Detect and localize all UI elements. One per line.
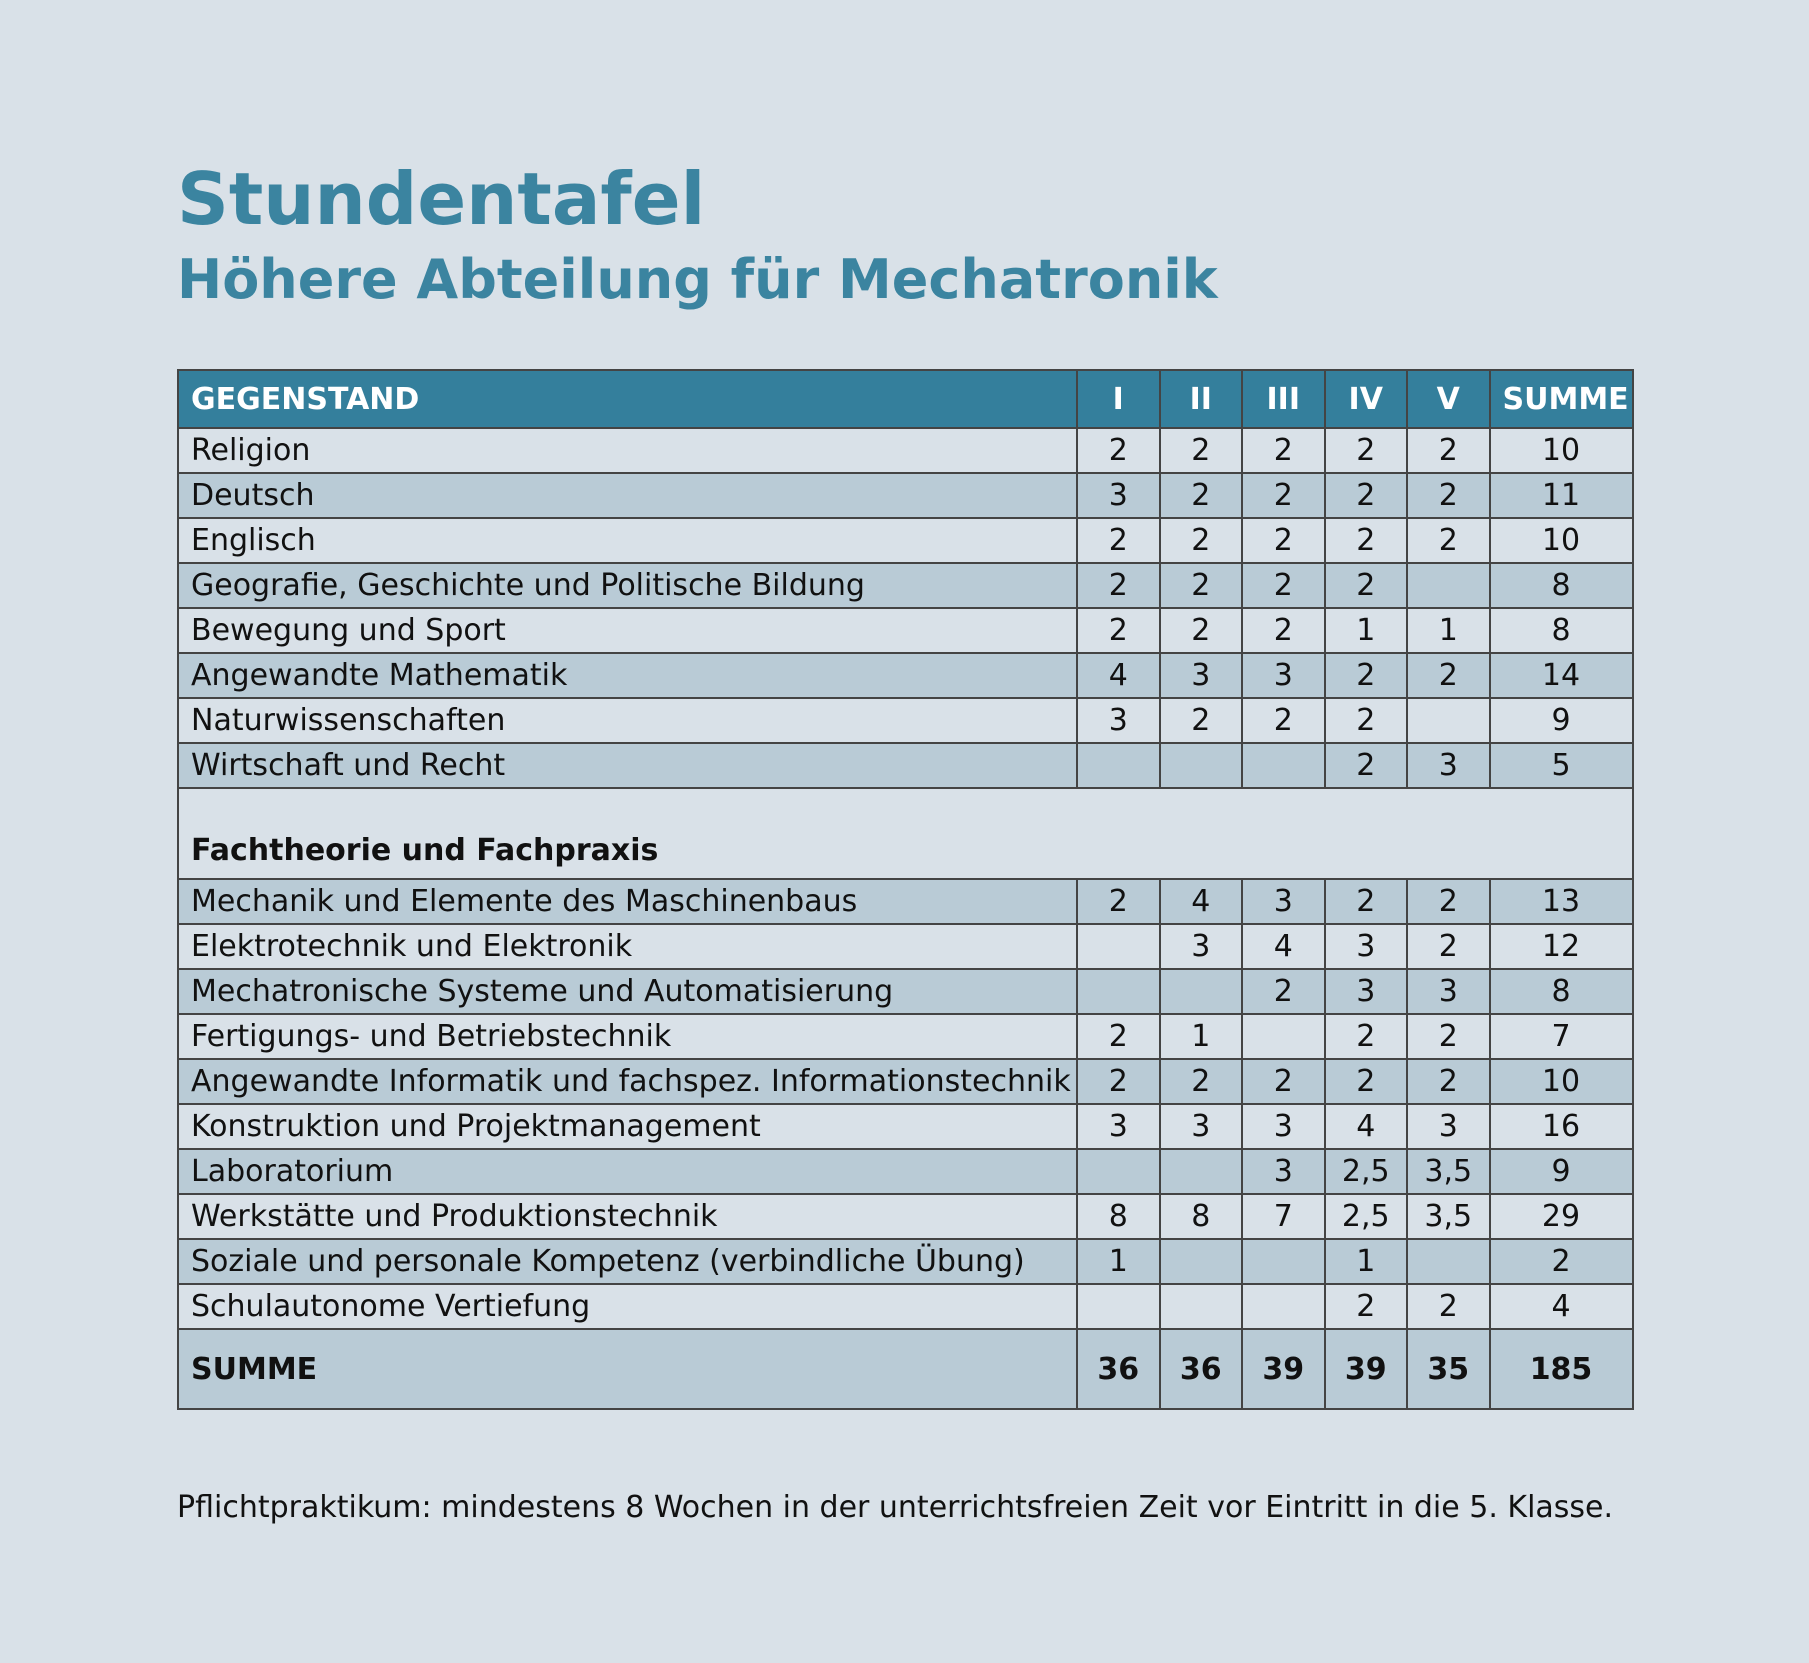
year-3-cell: 2 (1242, 1059, 1325, 1104)
year-1-cell: 2 (1077, 1014, 1160, 1059)
total-cell: 14 (1490, 653, 1633, 698)
year-5-cell: 2 (1407, 518, 1490, 563)
year-1-cell: 3 (1077, 1104, 1160, 1149)
year-2-cell: 4 (1160, 879, 1243, 924)
year-4-cell: 3 (1325, 924, 1408, 969)
year-3-cell: 2 (1242, 698, 1325, 743)
year-4-cell: 2 (1325, 518, 1408, 563)
year-1-cell: 1 (1077, 1239, 1160, 1284)
year-3-cell (1242, 1239, 1325, 1284)
total-row (178, 1329, 1633, 1409)
subject-cell: Soziale und personale Kompetenz (verbindliche Übung) (178, 1239, 1077, 1284)
total-cell: 8 (1490, 563, 1633, 608)
table-row (178, 698, 1633, 743)
year-5-cell: 2 (1407, 1284, 1490, 1329)
year-5-cell: 3,5 (1407, 1194, 1490, 1239)
year-2-cell: 3 (1160, 1104, 1243, 1149)
year-3-cell: 4 (1242, 924, 1325, 969)
total-cell: 9 (1490, 698, 1633, 743)
section-row (178, 788, 1633, 879)
subject-cell: Mechanik und Elemente des Maschinenbaus (178, 879, 1077, 924)
year-2-cell: 2 (1160, 518, 1243, 563)
year-5-cell: 2 (1407, 924, 1490, 969)
subject-cell: Schulautonome Vertiefung (178, 1284, 1077, 1329)
header-year-3: III (1242, 370, 1325, 428)
table-row (178, 1104, 1633, 1149)
year-1-cell (1077, 743, 1160, 788)
year-4-cell: 2 (1325, 563, 1408, 608)
total-cell: 8 (1490, 608, 1633, 653)
year-4-cell: 2 (1325, 743, 1408, 788)
year-5-cell: 2 (1407, 428, 1490, 473)
year-2-cell: 8 (1160, 1194, 1243, 1239)
year-2-cell (1160, 1239, 1243, 1284)
header-total: SUMME (1490, 370, 1633, 428)
table-row (178, 1194, 1633, 1239)
subject-cell: Naturwissenschaften (178, 698, 1077, 743)
total-cell: 10 (1490, 518, 1633, 563)
year-1-cell (1077, 969, 1160, 1014)
year-1-cell (1077, 1284, 1160, 1329)
year-4-cell: 1 (1325, 1239, 1408, 1284)
table-row (178, 653, 1633, 698)
year-2-cell: 2 (1160, 698, 1243, 743)
table-row (178, 1014, 1633, 1059)
subject-cell: Angewandte Informatik und fachspez. Informationstechnik (178, 1059, 1077, 1104)
year-3-cell (1242, 743, 1325, 788)
table-row (178, 1149, 1633, 1194)
year-4-cell: 4 (1325, 1104, 1408, 1149)
page-title: Stundentafel (177, 157, 706, 241)
timetable (177, 369, 1634, 1410)
year-1-cell: 2 (1077, 879, 1160, 924)
table-row (178, 1284, 1633, 1329)
year-1-cell: 2 (1077, 608, 1160, 653)
year-3-cell: 2 (1242, 969, 1325, 1014)
year-1-cell: 3 (1077, 473, 1160, 518)
table-row (178, 518, 1633, 563)
table-row (178, 473, 1633, 518)
total-year-3: 39 (1242, 1329, 1325, 1409)
total-year-1: 36 (1077, 1329, 1160, 1409)
year-1-cell (1077, 924, 1160, 969)
header-year-1: I (1077, 370, 1160, 428)
year-1-cell: 4 (1077, 653, 1160, 698)
header-row (178, 370, 1633, 428)
year-5-cell: 2 (1407, 1059, 1490, 1104)
year-4-cell: 2,5 (1325, 1149, 1408, 1194)
table-row (178, 969, 1633, 1014)
year-5-cell: 2 (1407, 473, 1490, 518)
year-4-cell: 2 (1325, 1284, 1408, 1329)
total-cell: 9 (1490, 1149, 1633, 1194)
year-4-cell: 2 (1325, 698, 1408, 743)
year-5-cell: 2 (1407, 879, 1490, 924)
page-subtitle: Höhere Abteilung für Mechatronik (177, 248, 1218, 311)
year-1-cell: 2 (1077, 563, 1160, 608)
table-row (178, 428, 1633, 473)
total-cell: 10 (1490, 1059, 1633, 1104)
subject-cell: Wirtschaft und Recht (178, 743, 1077, 788)
year-2-cell: 2 (1160, 1059, 1243, 1104)
total-cell: 10 (1490, 428, 1633, 473)
subject-cell: Laboratorium (178, 1149, 1077, 1194)
total-sum: 185 (1490, 1329, 1633, 1409)
year-2-cell: 2 (1160, 473, 1243, 518)
year-5-cell (1407, 563, 1490, 608)
year-3-cell: 3 (1242, 879, 1325, 924)
header-year-5: V (1407, 370, 1490, 428)
year-3-cell: 3 (1242, 1149, 1325, 1194)
timetable-footer (178, 1329, 1633, 1409)
year-4-cell: 2 (1325, 1059, 1408, 1104)
year-3-cell: 3 (1242, 653, 1325, 698)
year-2-cell (1160, 1149, 1243, 1194)
year-1-cell (1077, 1149, 1160, 1194)
total-label: SUMME (178, 1329, 1077, 1409)
subject-cell: Religion (178, 428, 1077, 473)
subject-cell: Werkstätte und Produktionstechnik (178, 1194, 1077, 1239)
table-row (178, 563, 1633, 608)
year-5-cell: 3 (1407, 969, 1490, 1014)
subject-cell: Mechatronische Systeme und Automatisierung (178, 969, 1077, 1014)
year-2-cell (1160, 1284, 1243, 1329)
total-cell: 4 (1490, 1284, 1633, 1329)
year-4-cell: 3 (1325, 969, 1408, 1014)
year-2-cell (1160, 743, 1243, 788)
table-row (178, 879, 1633, 924)
year-3-cell (1242, 1284, 1325, 1329)
total-year-2: 36 (1160, 1329, 1243, 1409)
year-4-cell: 2 (1325, 653, 1408, 698)
year-2-cell (1160, 969, 1243, 1014)
year-2-cell: 2 (1160, 608, 1243, 653)
timetable-header (178, 370, 1633, 428)
subject-cell: Konstruktion und Projektmanagement (178, 1104, 1077, 1149)
table-row (178, 743, 1633, 788)
header-year-2: II (1160, 370, 1243, 428)
year-4-cell: 2 (1325, 879, 1408, 924)
total-cell: 8 (1490, 969, 1633, 1014)
year-3-cell: 3 (1242, 1104, 1325, 1149)
subject-cell: Geografie, Geschichte und Politische Bildung (178, 563, 1077, 608)
year-3-cell: 2 (1242, 563, 1325, 608)
footnote: Pflichtpraktikum: mindestens 8 Wochen in der unterrichtsfreien Zeit vor Eintritt in die 5. Klasse. (177, 1490, 1614, 1525)
section-heading: Fachtheorie und Fachpraxis (178, 788, 1633, 879)
year-1-cell: 2 (1077, 1059, 1160, 1104)
subject-cell: Deutsch (178, 473, 1077, 518)
subject-cell: Englisch (178, 518, 1077, 563)
total-year-5: 35 (1407, 1329, 1490, 1409)
year-2-cell: 1 (1160, 1014, 1243, 1059)
year-3-cell: 2 (1242, 428, 1325, 473)
year-3-cell (1242, 1014, 1325, 1059)
total-cell: 16 (1490, 1104, 1633, 1149)
header-year-4: IV (1325, 370, 1408, 428)
year-5-cell: 3,5 (1407, 1149, 1490, 1194)
year-4-cell: 2,5 (1325, 1194, 1408, 1239)
total-cell: 7 (1490, 1014, 1633, 1059)
table-row (178, 924, 1633, 969)
table-row (178, 608, 1633, 653)
year-5-cell: 2 (1407, 653, 1490, 698)
year-1-cell: 2 (1077, 518, 1160, 563)
timetable-body (178, 428, 1633, 1329)
total-cell: 2 (1490, 1239, 1633, 1284)
year-3-cell: 2 (1242, 473, 1325, 518)
total-cell: 13 (1490, 879, 1633, 924)
year-5-cell: 3 (1407, 743, 1490, 788)
table-row (178, 1239, 1633, 1284)
year-2-cell: 3 (1160, 653, 1243, 698)
year-3-cell: 7 (1242, 1194, 1325, 1239)
year-5-cell (1407, 1239, 1490, 1284)
table-row (178, 1059, 1633, 1104)
year-1-cell: 8 (1077, 1194, 1160, 1239)
total-year-4: 39 (1325, 1329, 1408, 1409)
total-cell: 29 (1490, 1194, 1633, 1239)
year-4-cell: 2 (1325, 428, 1408, 473)
header-subject: GEGENSTAND (178, 370, 1077, 428)
subject-cell: Bewegung und Sport (178, 608, 1077, 653)
subject-cell: Elektrotechnik und Elektronik (178, 924, 1077, 969)
total-cell: 5 (1490, 743, 1633, 788)
year-2-cell: 2 (1160, 563, 1243, 608)
year-4-cell: 1 (1325, 608, 1408, 653)
total-cell: 12 (1490, 924, 1633, 969)
subject-cell: Angewandte Mathematik (178, 653, 1077, 698)
year-1-cell: 3 (1077, 698, 1160, 743)
year-2-cell: 2 (1160, 428, 1243, 473)
subject-cell: Fertigungs- und Betriebstechnik (178, 1014, 1077, 1059)
total-cell: 11 (1490, 473, 1633, 518)
year-1-cell: 2 (1077, 428, 1160, 473)
year-2-cell: 3 (1160, 924, 1243, 969)
year-5-cell: 1 (1407, 608, 1490, 653)
year-5-cell (1407, 698, 1490, 743)
year-4-cell: 2 (1325, 473, 1408, 518)
year-5-cell: 2 (1407, 1014, 1490, 1059)
year-3-cell: 2 (1242, 608, 1325, 653)
year-5-cell: 3 (1407, 1104, 1490, 1149)
year-4-cell: 2 (1325, 1014, 1408, 1059)
year-3-cell: 2 (1242, 518, 1325, 563)
